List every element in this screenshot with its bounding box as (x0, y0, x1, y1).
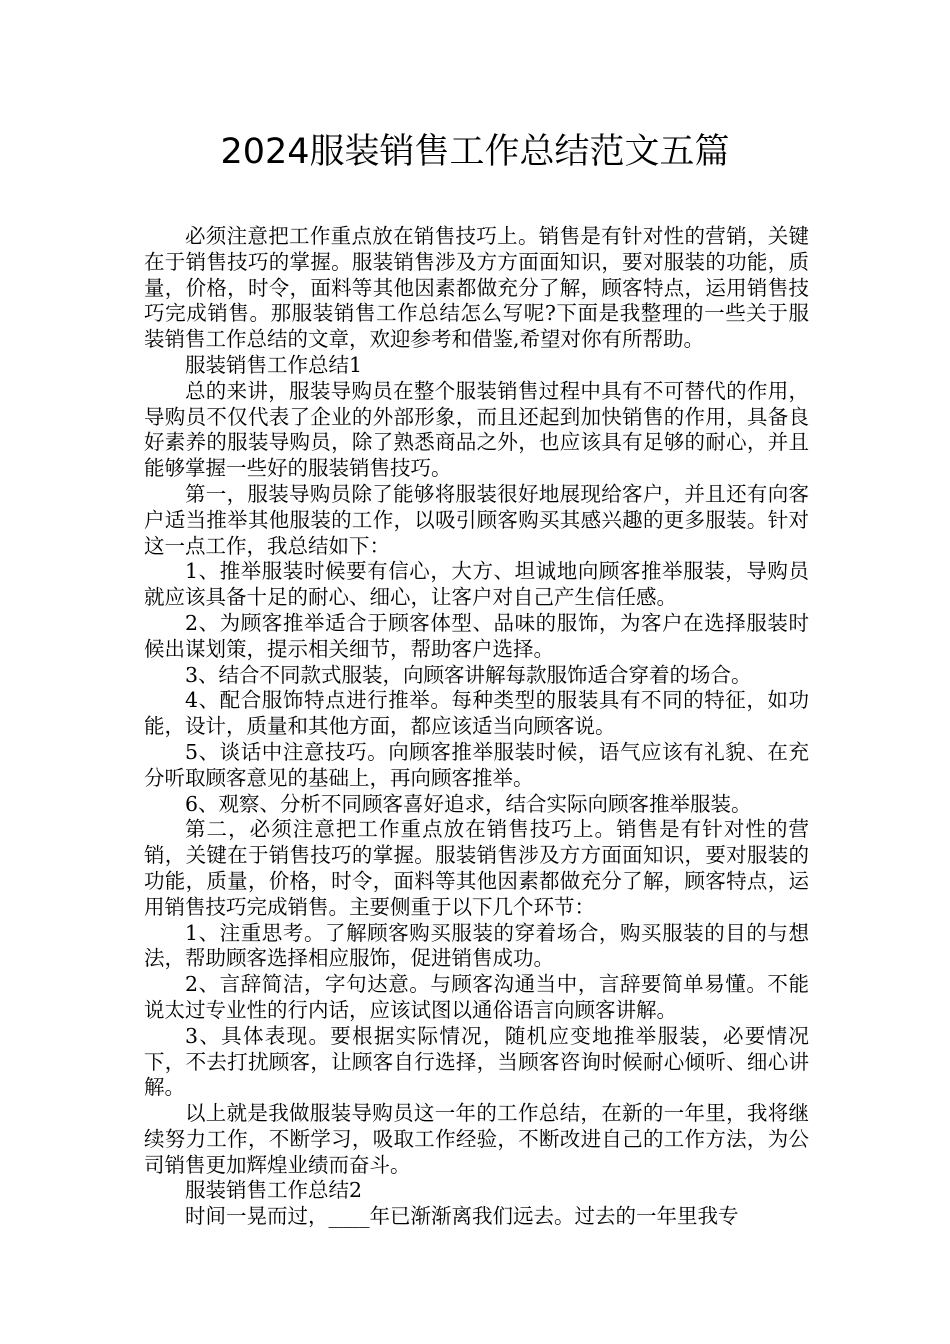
paragraph: 总的来讲，服装导购员在整个服装销售过程中具有不可替代的作用，导购员不仅代表了企业的外部形象，而且还起到加快销售的作用，具备良好素养的服装导购员，除了熟悉商品之外，也应该具有足够的耐心，并且能够掌握一些好的服装销售技巧。 (144, 378, 809, 481)
list-item: 2、为顾客推举适合于顾客体型、品味的服饰，为客户在选择服装时候出谋划策，提示相关细节，帮助客户选择。 (144, 610, 809, 661)
section-heading-2: 服装销售工作总结2 (185, 1178, 363, 1203)
paragraph-intro: 必须注意把工作重点放在销售技巧上。销售是有针对性的营销，关键在于销售技巧的掌握。服装销售涉及方方面面知识，要对服装的功能，质量，价格，时令，面料等其他因素都做充分了解，顾客特点，运用销售技巧完成销售。那服装销售工作总结怎么写呢?下面是我整理的一些关于服装销售工作总结的文章，欢迎参考和借鉴,希望对你有所帮助。 (144, 224, 809, 352)
section-heading-1: 服装销售工作总结1 (185, 352, 363, 377)
paragraph: 以上就是我做服装导购员这一年的工作总结，在新的一年里，我将继续努力工作，不断学习，吸取工作经验，不断改进自己的工作方法，为公司销售更加辉煌业绩而奋斗。 (144, 1101, 809, 1177)
list-item: 6、观察、分析不同顾客喜好追求，结合实际向顾客推举服装。 (185, 791, 752, 816)
list-item: 4、配合服饰特点进行推举。每种类型的服装具有不同的特征，如功能，设计，质量和其他方面，都应该适当向顾客说。 (144, 688, 809, 739)
list-item: 5、谈话中注意技巧。向顾客推举服装时候，语气应该有礼貌、在充分听取顾客意见的基础上，再向顾客推举。 (144, 739, 809, 790)
list-item: 1、注重思考。了解顾客购买服装的穿着场合，购买服装的目的与想法，帮助顾客选择相应服饰，促进销售成功。 (144, 920, 809, 971)
list-item: 3、结合不同款式服装，向顾客讲解每款服饰适合穿着的场合。 (185, 662, 752, 687)
paragraph: 第二，必须注意把工作重点放在销售技巧上。销售是有针对性的营销，关键在于销售技巧的掌握。服装销售涉及方方面面知识，要对服装的功能，质量，价格，时令，面料等其他因素都做充分了解，顾客特点，运用销售技巧完成销售。主要侧重于以下几个环节： (144, 817, 809, 919)
list-item: 3、具体表现。要根据实际情况，随机应变地推举服装，必要情况下，不去打扰顾客，让顾客自行选择，当顾客咨询时候耐心倾听、细心讲解。 (144, 1023, 809, 1100)
paragraph: 第一，服装导购员除了能够将服装很好地展现给客户，并且还有向客户适当推举其他服装的工作，以吸引顾客购买其感兴趣的更多服装。针对这一点工作，我总结如下： (144, 481, 809, 558)
document-body (144, 224, 809, 1230)
paragraph: 时间一晃而过，____年已渐渐离我们远去。过去的一年里我专 (185, 1204, 739, 1229)
list-item: 2、言辞简洁，字句达意。与顾客沟通当中，言辞要简单易懂。不能说太过专业性的行内话，应该试图以通俗语言向顾客讲解。 (144, 972, 809, 1022)
list-item: 1、推举服装时候要有信心，大方、坦诚地向顾客推举服装，导购员就应该具备十足的耐心、细心，让客户对自己产生信任感。 (144, 559, 809, 610)
document-title: 2024服装销售工作总结范文五篇 (220, 132, 730, 172)
